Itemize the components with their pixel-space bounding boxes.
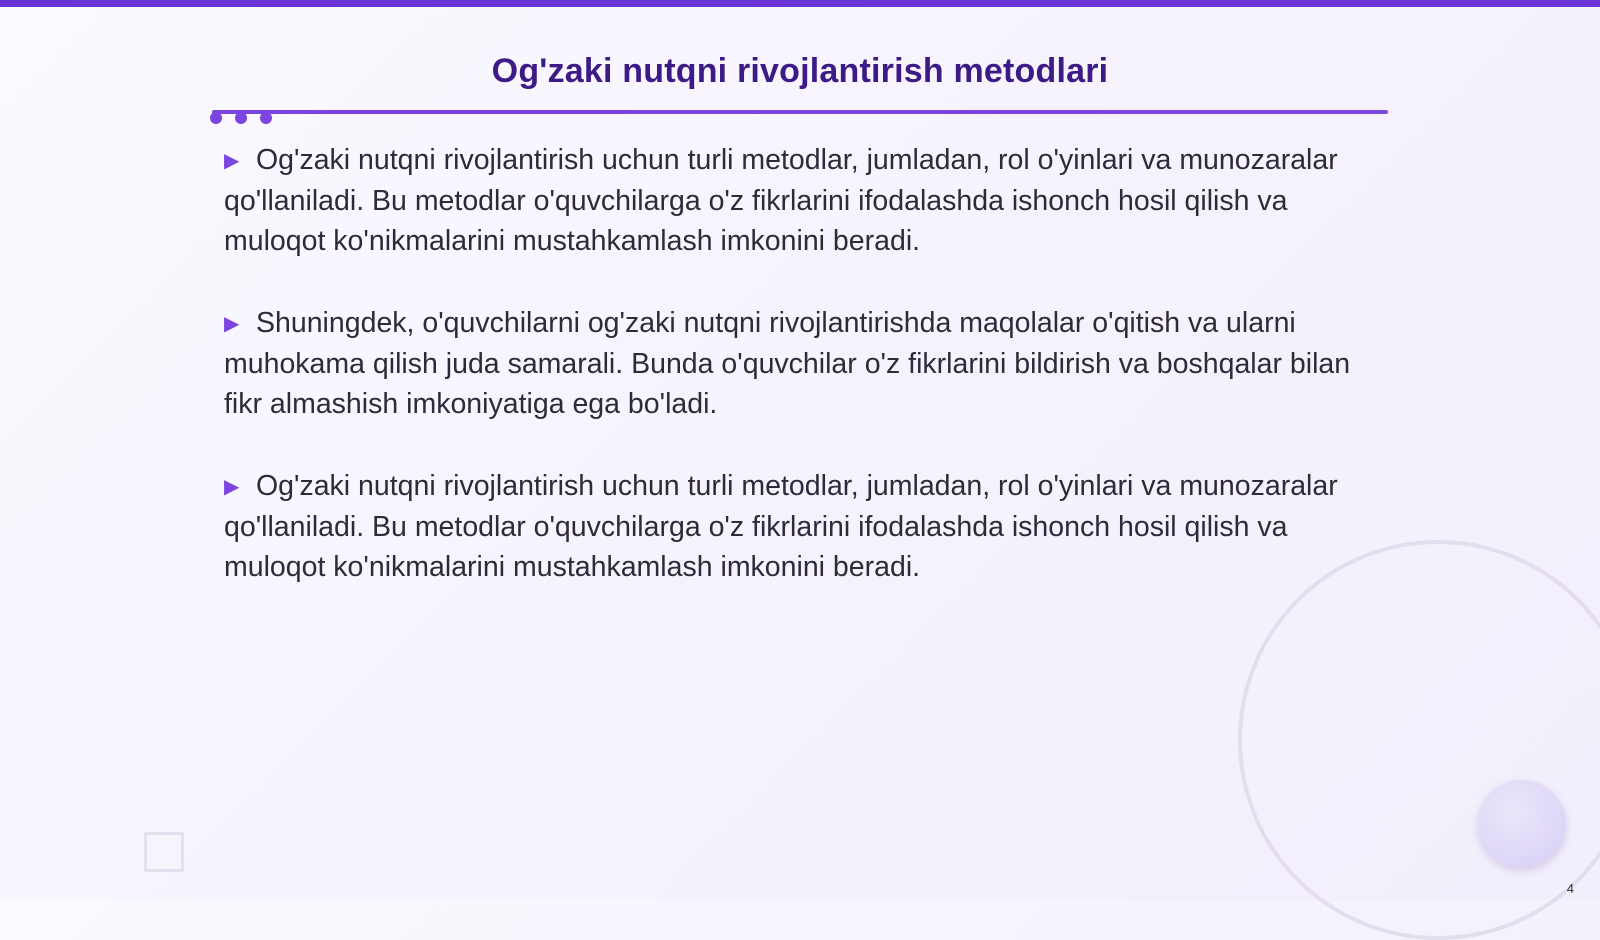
slide-title: Og'zaki nutqni rivojlantirish metodlari: [491, 52, 1109, 90]
bullet-item: [224, 303, 1384, 424]
page-number: 4: [1566, 881, 1574, 896]
triangle-bullet-icon: ▶: [224, 476, 240, 498]
bullet-text: Og'zaki nutqni rivojlantirish uchun turli metodlar, jumladan, rol o'yinlari va munozaralar qo'llaniladi. Bu metodlar o'quvchilarga o'z fikrlarini ifodalashda ishonch hosil qilish va muloqot ko'nikmalarini mustahkamlash imkonini beradi.: [224, 144, 1338, 257]
bullet-text: Shuningdek, o'quvchilarni og'zaki nutqni rivojlantirishda maqolalar o'qitish va ularni muhokama qilish juda samarali. Bunda o'quvchilar o'z fikrlarini bildirish va boshqalar bilan fikr almashish imkoniyatiga ega bo'ladi.: [224, 307, 1351, 420]
bullet-item: [224, 140, 1384, 261]
decorative-dot: [260, 112, 272, 124]
top-accent-bar: [0, 0, 1600, 7]
decorative-circle-filled: [1478, 780, 1566, 868]
title-underline: [212, 110, 1388, 114]
bullet-text: Og'zaki nutqni rivojlantirish uchun turli metodlar, jumladan, rol o'yinlari va munozaralar qo'llaniladi. Bu metodlar o'quvchilarga o'z fikrlarini ifodalashda ishonch hosil qilish va muloqot ko'nikmalarini mustahkamlash imkonini beradi.: [224, 470, 1338, 583]
triangle-bullet-icon: ▶: [224, 150, 240, 172]
decorative-dot: [210, 112, 222, 124]
decorative-square: [144, 832, 184, 872]
decorative-dot: [235, 112, 247, 124]
bullet-list: [224, 140, 1384, 629]
triangle-bullet-icon: ▶: [224, 313, 240, 335]
bullet-item: [224, 466, 1384, 587]
